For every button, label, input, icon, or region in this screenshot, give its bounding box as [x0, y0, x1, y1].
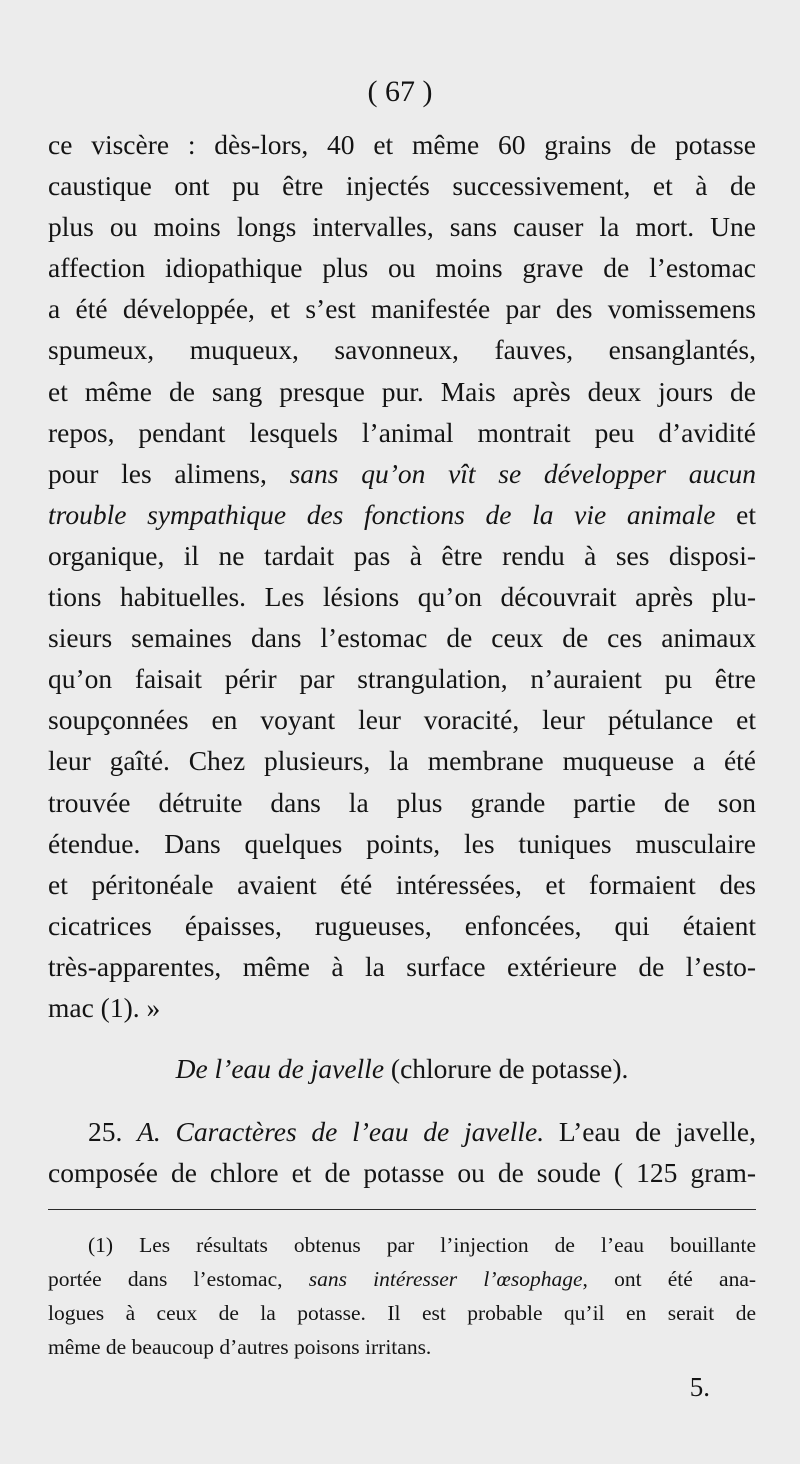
paragraph-number: 25. — [88, 1116, 138, 1147]
subheading-italic: A. Caractères de l’eau de javelle. — [137, 1116, 545, 1147]
text-line: très-apparentes, même à la surface extérieure de l’esto- — [48, 950, 756, 982]
roman-text: portée dans l’estomac, — [48, 1267, 283, 1291]
section-heading — [48, 1048, 756, 1089]
text-line: organique, il ne tardait pas à être rendu à ses disposi- — [48, 539, 756, 571]
text-line: leur gaîté. Chez plusieurs, la membrane muqueuse a été — [48, 745, 756, 777]
roman-text: , ont été ana- — [582, 1267, 756, 1291]
footnote-line-last: même de beaucoup d’autres poisons irritans. — [48, 1335, 432, 1359]
main-paragraph — [48, 124, 756, 1028]
paragraph-25 — [48, 1111, 756, 1193]
footnote-line: logues à ceux de la potasse. Il est probable qu’il en serait de — [48, 1301, 756, 1325]
signature-mark: 5. — [689, 1372, 710, 1402]
text-line: composée de chlore et de potasse ou de soude ( 125 gram- — [48, 1157, 756, 1188]
roman-text: L’eau de javelle, — [544, 1116, 756, 1147]
text-line: affection idiopathique plus ou moins grave de l’estomac — [48, 252, 756, 284]
text-line-mixed — [48, 1111, 756, 1152]
text-line: et même de sang presque pur. Mais après deux jours de — [48, 375, 756, 407]
text-line: caustique ont pu être injectés successivement, et à de — [48, 170, 756, 202]
roman-text: et — [736, 498, 756, 530]
page-number: ( 67 ) — [367, 75, 433, 108]
text-line-mixed — [48, 453, 756, 494]
text-line: soupçonnées en voyant leur voracité, leur pétulance et — [48, 704, 756, 736]
text-line: ce viscère : dès-lors, 40 et même 60 grains de potasse — [48, 129, 756, 160]
footnote-line: (1) Les résultats obtenus par l’injection de l’eau bouillante — [88, 1233, 756, 1257]
text-line: tions habituelles. Les lésions qu’on découvrait après plu- — [48, 581, 756, 613]
footnote-divider — [48, 1209, 756, 1210]
italic-text: sans intéresser l’œsophage — [308, 1267, 583, 1291]
heading-italic: De l’eau de javelle — [175, 1053, 385, 1084]
text-line-mixed — [48, 494, 756, 535]
italic-text: trouble sympathique des fonctions de la vie animale — [48, 498, 716, 530]
text-line: cicatrices épaisses, rugueuses, enfoncées, qui étaient — [48, 909, 756, 941]
heading-roman: (chlorure de potasse). — [384, 1053, 629, 1084]
text-line: a été développée, et s’est manifestée par des vomissemens — [48, 293, 756, 325]
text-line-last: mac (1). » — [48, 991, 161, 1023]
text-line: trouvée détruite dans la plus grande partie de son — [48, 786, 756, 818]
footnote — [48, 1228, 756, 1364]
footnote-line-mixed — [48, 1262, 756, 1296]
italic-text: sans qu’on vît se développer aucun — [289, 457, 756, 489]
text-line: étendue. Dans quelques points, les tuniques musculaire — [48, 827, 756, 859]
text-line: repos, pendant lesquels l’animal montrait peu d’avidité — [48, 416, 756, 448]
text-line: plus ou moins longs intervalles, sans causer la mort. Une — [48, 211, 756, 243]
text-line: spumeux, muqueux, savonneux, fauves, ensanglantés, — [48, 334, 756, 366]
roman-text: pour les alimens, — [48, 457, 267, 489]
text-line: qu’on faisait périr par strangulation, n’auraient pu être — [48, 663, 756, 695]
text-line: et péritonéale avaient été intéressées, et formaient des — [48, 868, 756, 900]
text-line: sieurs semaines dans l’estomac de ceux de ces animaux — [48, 622, 756, 654]
